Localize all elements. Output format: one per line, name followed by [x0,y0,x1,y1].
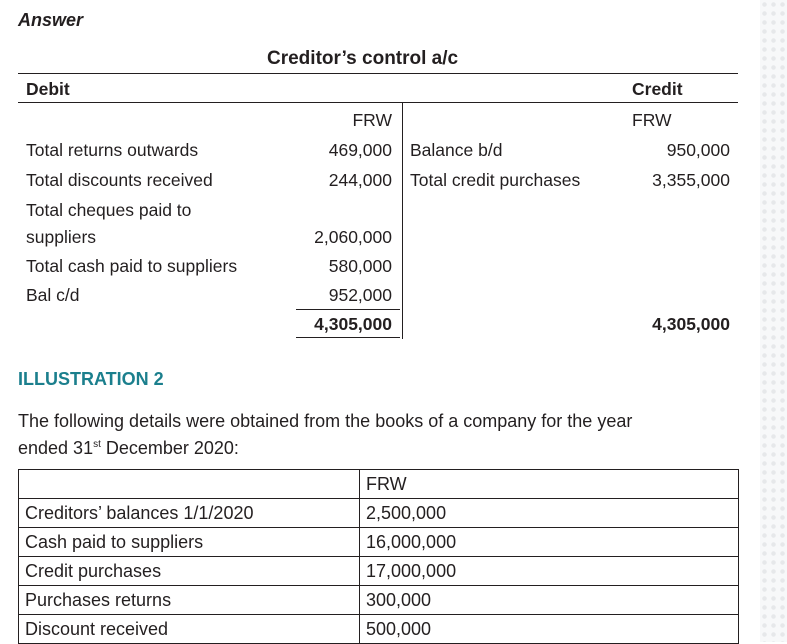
credit-total: 4,305,000 [652,314,730,334]
credit-row-label: Balance b/d [410,140,503,160]
table-row [19,615,739,644]
debit-row-amount: 469,000 [328,140,392,160]
table-row [19,470,739,499]
debit-row-label: Total cash paid to suppliers [26,256,238,276]
table-cell-label: Cash paid to suppliers [19,528,360,557]
table-row [19,499,739,528]
table-cell-label: Credit purchases [19,557,360,586]
ledger-title: Creditor’s control a/c [267,48,459,69]
debit-total: 4,305,000 [314,314,392,334]
ordinal-suffix: st [93,439,101,450]
text-pre: ended 31 [18,438,94,458]
ledger-center-divider [402,102,403,339]
credit-row-amount: 950,000 [666,140,730,160]
debit-total-underline [296,337,400,338]
table-cell-label: Creditors’ balances 1/1/2020 [19,499,360,528]
currency-left: FRW [352,110,392,130]
table-cell-value: 2,500,000 [360,499,739,528]
table-cell-value: 300,000 [360,586,739,615]
debit-row-amount: 244,000 [328,170,392,190]
debit-label: Debit [26,79,70,99]
debit-row-amount: 580,000 [328,256,392,276]
currency-right: FRW [632,110,672,130]
ledger-header-rule [18,102,738,103]
table-cell-label: Discount received [19,615,360,644]
ledger-top-rule [18,73,738,74]
credit-row-amount: 3,355,000 [652,170,730,190]
debit-row-label-cont: suppliers [26,227,97,247]
table-row [19,557,739,586]
answer-heading: Answer [18,10,84,30]
debit-row-label: Total cheques paid to [26,200,192,220]
table-header-currency: FRW [360,470,739,499]
table-cell-blank [19,470,360,499]
debit-row-label: Total discounts received [26,170,213,190]
table-row [19,528,739,557]
illustration-title: ILLUSTRATION 2 [18,369,164,389]
credit-label: Credit [632,79,683,99]
table-cell-value: 16,000,000 [360,528,739,557]
page-edge-pattern [760,0,787,642]
text-post: December 2020: [100,438,239,458]
details-table [18,469,739,644]
debit-row-label: Total returns outwards [26,140,199,160]
debit-row-amount: 952,000 [328,285,392,305]
table-row [19,586,739,615]
debit-row-label: Bal c/d [26,285,80,305]
credit-row-label: Total credit purchases [410,170,581,190]
illustration-text-line2 [18,438,239,459]
illustration-text-line1: The following details were obtained from the books of a company for the year [18,411,633,431]
debit-row-amount: 2,060,000 [314,227,392,247]
debit-total-rule [296,309,400,310]
table-cell-value: 500,000 [360,615,739,644]
table-cell-value: 17,000,000 [360,557,739,586]
table-cell-label: Purchases returns [19,586,360,615]
